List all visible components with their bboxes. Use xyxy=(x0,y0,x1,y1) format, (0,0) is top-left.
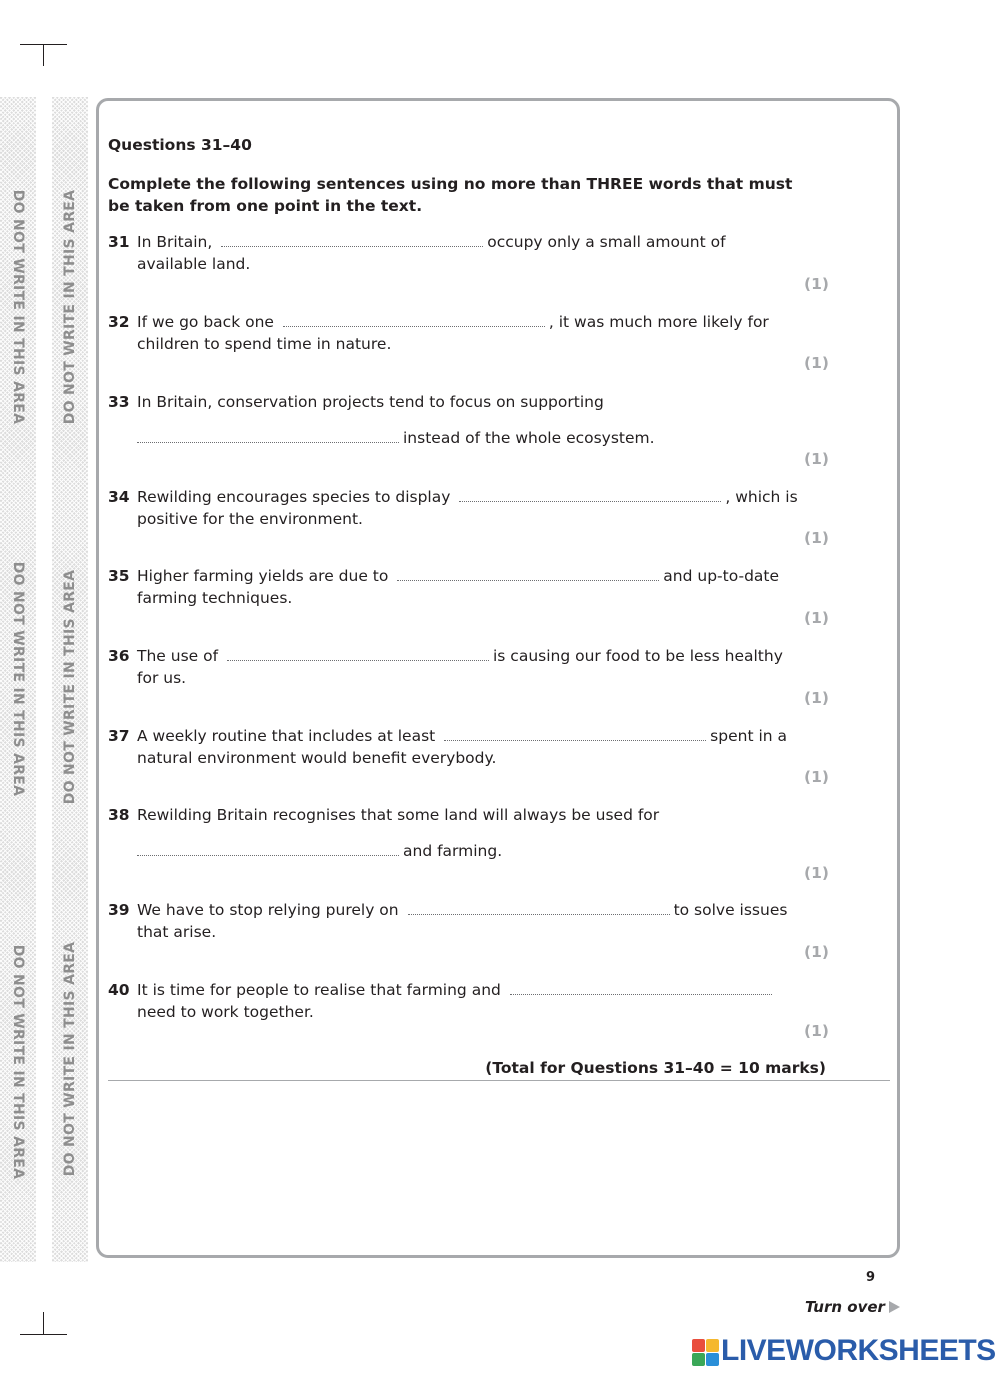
question-32 xyxy=(108,311,798,355)
question-number: 36 xyxy=(108,647,130,665)
question-text: for us. xyxy=(137,669,187,687)
instruction-text: Complete the following sentences using no more than THREE words that must be taken from one point in the text. xyxy=(108,175,793,215)
triangle-right-icon xyxy=(889,1301,900,1313)
mark-allocation: (1) xyxy=(804,354,829,372)
question-text: that arise. xyxy=(137,923,217,941)
question-number: 34 xyxy=(108,488,130,506)
question-number: 37 xyxy=(108,727,130,745)
question-33 xyxy=(108,391,798,449)
answer-blank[interactable] xyxy=(408,913,670,915)
question-number: 39 xyxy=(108,901,130,919)
margin-strip-inner: DO NOT WRITE IN THIS AREA DO NOT WRITE IN THIS AREA DO NOT WRITE IN THIS AREA xyxy=(52,97,88,1262)
question-text: Rewilding encourages species to display xyxy=(137,488,451,506)
questions-heading: Questions 31–40 xyxy=(108,136,252,154)
question-number: 38 xyxy=(108,806,130,824)
mark-allocation: (1) xyxy=(804,1022,829,1040)
question-text: to solve issues xyxy=(673,901,788,919)
crop-mark xyxy=(20,1334,67,1335)
question-number: 35 xyxy=(108,567,130,585)
question-text: children to spend time in nature. xyxy=(137,335,392,353)
mark-allocation: (1) xyxy=(804,864,829,882)
mark-allocation: (1) xyxy=(804,768,829,786)
question-40 xyxy=(108,979,798,1023)
question-text: If we go back one xyxy=(137,313,274,331)
question-text: In Britain, xyxy=(137,233,213,251)
question-text: natural environment would benefit everybody. xyxy=(137,749,497,767)
mark-allocation: (1) xyxy=(804,609,829,627)
crop-mark xyxy=(43,44,44,66)
answer-blank[interactable] xyxy=(137,441,399,443)
question-text: Higher farming yields are due to xyxy=(137,567,389,585)
question-text: We have to stop relying purely on xyxy=(137,901,399,919)
question-text: instead of the whole ecosystem. xyxy=(403,429,655,447)
question-text: positive for the environment. xyxy=(137,510,363,528)
answer-blank[interactable] xyxy=(283,325,545,327)
question-text: spent in a xyxy=(710,727,788,745)
question-number: 40 xyxy=(108,981,130,999)
mark-allocation: (1) xyxy=(804,450,829,468)
answer-blank[interactable] xyxy=(221,245,483,247)
question-31 xyxy=(108,231,798,275)
answer-blank[interactable] xyxy=(510,993,772,995)
question-number: 32 xyxy=(108,313,130,331)
liveworksheets-brand[interactable]: LIVEWORKSHEETS xyxy=(721,1334,996,1367)
turn-over-label: Turn over xyxy=(805,1298,885,1316)
answer-blank[interactable] xyxy=(227,659,489,661)
answer-blank[interactable] xyxy=(137,854,399,856)
question-text: It is time for people to realise that farming and xyxy=(137,981,501,999)
question-text: and up-to-date xyxy=(663,567,780,585)
question-text: A weekly routine that includes at least xyxy=(137,727,436,745)
question-34 xyxy=(108,486,798,530)
mark-allocation: (1) xyxy=(804,275,829,293)
mark-allocation: (1) xyxy=(804,689,829,707)
answer-blank[interactable] xyxy=(444,739,706,741)
question-text: In Britain, conservation projects tend to focus on supporting xyxy=(137,393,604,411)
page-number: 9 xyxy=(866,1270,876,1285)
question-text: , it was much more likely for xyxy=(548,313,769,331)
question-text: farming techniques. xyxy=(137,589,293,607)
question-text: and farming. xyxy=(403,842,503,860)
question-text: occupy only a small amount of xyxy=(487,233,726,251)
question-text: Rewilding Britain recognises that some land will always be used for xyxy=(137,806,660,824)
question-37 xyxy=(108,725,798,769)
question-text: The use of xyxy=(137,647,219,665)
question-number: 33 xyxy=(108,393,130,411)
question-36 xyxy=(108,645,798,689)
answer-blank[interactable] xyxy=(459,500,721,502)
question-number: 31 xyxy=(108,233,130,251)
crop-mark xyxy=(43,1312,44,1334)
answer-blank[interactable] xyxy=(397,579,659,581)
question-35 xyxy=(108,565,798,609)
question-text: available land. xyxy=(137,255,251,273)
liveworksheets-logo-icon xyxy=(692,1339,719,1366)
mark-allocation: (1) xyxy=(804,529,829,547)
margin-strip-outer: DO NOT WRITE IN THIS AREA DO NOT WRITE IN THIS AREA DO NOT WRITE IN THIS AREA xyxy=(0,97,36,1262)
mark-allocation: (1) xyxy=(804,943,829,961)
divider xyxy=(108,1080,890,1081)
question-text: , which is xyxy=(725,488,798,506)
question-39 xyxy=(108,899,798,943)
question-text: is causing our food to be less healthy xyxy=(493,647,783,665)
question-38 xyxy=(108,804,798,862)
question-text: need to work together. xyxy=(137,1003,314,1021)
total-marks: (Total for Questions 31–40 = 10 marks) xyxy=(485,1059,826,1077)
